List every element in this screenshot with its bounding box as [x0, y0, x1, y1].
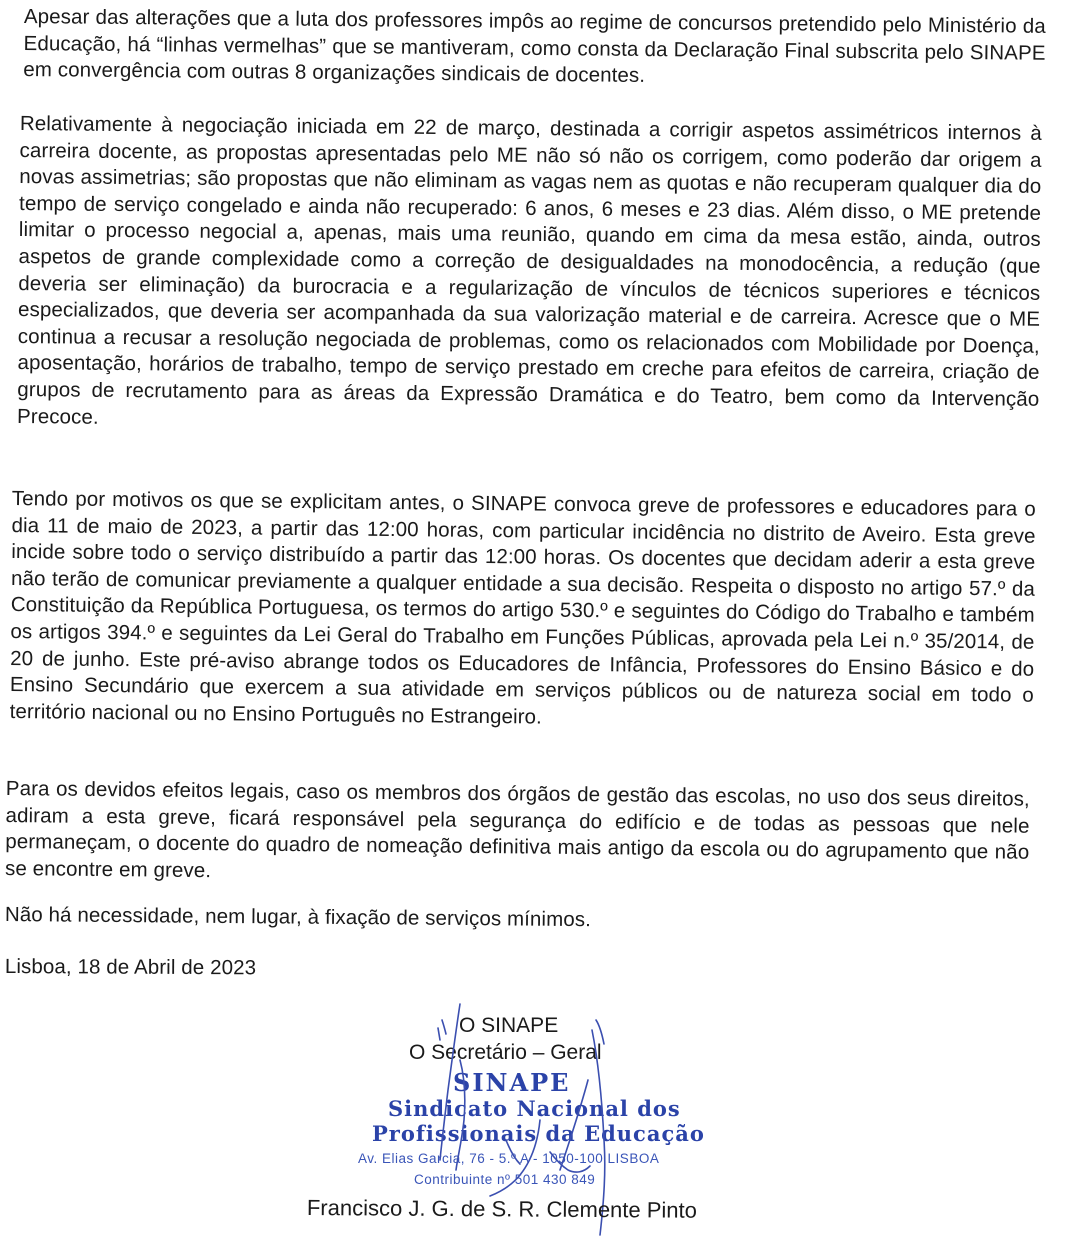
paragraph-minimum-services: Não há necessidade, nem lugar, à fixação de serviços mínimos.: [4, 902, 592, 932]
stamp-address: Av. Elias Garcia, 76 - 5.º A - 1050-100 LISBOA: [358, 1151, 660, 1166]
stamp-union-line1: Sindicato Nacional dos: [388, 1096, 681, 1121]
stamp-union-line2: Profissionais da Educação: [372, 1121, 705, 1146]
signature-role: O Secretário – Geral: [409, 1041, 602, 1064]
paragraph-negotiation: Relativamente à negociação iniciada em 22 de março, destinada a corrigir aspetos assimétricos internos à carreira docente, as propostas apresentadas pelo ME não só não os corrigem, como poderão dar origem a novas assimetrias; são propostas que não eliminam as vagas nem as quotas e não recuperam qualquer dia do tempo de serviço congelado e ainda não recuperado: 6 anos, 6 meses e 23 dias. Além disso, o ME pretende limitar o processo negocial a, apenas, mais uma reunião, quando em cima da mesa estão, ainda, outros aspetos de grande complexidade como a correção de desigualdades na monodocência, a redução (que deveria ser eliminação) da burocracia e a regularização de vínculos de técnicos superiores e técnicos especializados, que deveria ser acompanhada da sua valorização material e de carreira. Acresce que o ME continua a recusar a resolução negociada de problemas, como os relacionados com Mobilidade por Doença, aposentação, horários de trabalho, tempo de serviço prestado em creche para efeitos de carreira, criação de grupos de recrutamento para as áreas da Expressão Dramática e do Teatro, bem como da Intervenção Precoce.: [16, 111, 1042, 429]
paragraph-legal-effects: Para os devidos efeitos legais, caso os membros dos órgãos de gestão das escolas, no uso dos seus direitos, adiram a esta greve, ficará responsável pela segurança do edifício e de todas as pessoas que nele permaneçam, o docente do quadro de nomeação definitiva mais antigo da escola ou do agrupamento que não se encontre em greve.: [4, 776, 1030, 882]
signature-organization: O SINAPE: [459, 1014, 559, 1037]
stamp-union-name: SINAPE: [453, 1068, 571, 1097]
paragraph-red-lines: Apesar das alterações que a luta dos professores impôs ao regime de concursos pretendido pelo Ministério da Educação, há “linhas vermelhas” que se mantiveram, como consta da Declaração Final subscrita pelo SINAPE em convergência com outras 8 organizações sindicais de docentes.: [23, 4, 1046, 88]
signer-name: Francisco J. G. de S. R. Clemente Pinto: [306, 1195, 698, 1223]
paragraph-strike-notice: Tendo por motivos os que se explicitam antes, o SINAPE convoca greve de professores e educadores para o dia 11 de maio de 2023, a partir das 12:00 horas, com particular incidência no distrito de Aveiro. Esta greve incide sobre todo o serviço distribuído a partir das 12:00 horas. Os docentes que decidam aderir a esta greve não terão de comunicar previamente a qualquer entidade a sua decisão. Respeita o disposto no artigo 57.º da Constituição da República Portuguesa, os termos do artigo 530.º e seguintes do Código do Trabalho e também os artigos 394.º e seguintes da Lei Geral do Trabalho em Funções Públicas, aprovada pela Lei n.º 35/2014, de 20 de junho. Este pré-aviso abrange todos os Educadores de Infância, Professores do Ensino Básico e do Ensino Secundário que exercem a sua atividade em serviços públicos ou de natureza social em todo o território nacional ou no Ensino Português no Estrangeiro.: [9, 486, 1036, 729]
stamp-tax-id: Contribuinte nº 501 430 849: [414, 1172, 596, 1187]
place-date: Lisboa, 18 de Abril de 2023: [4, 955, 257, 980]
